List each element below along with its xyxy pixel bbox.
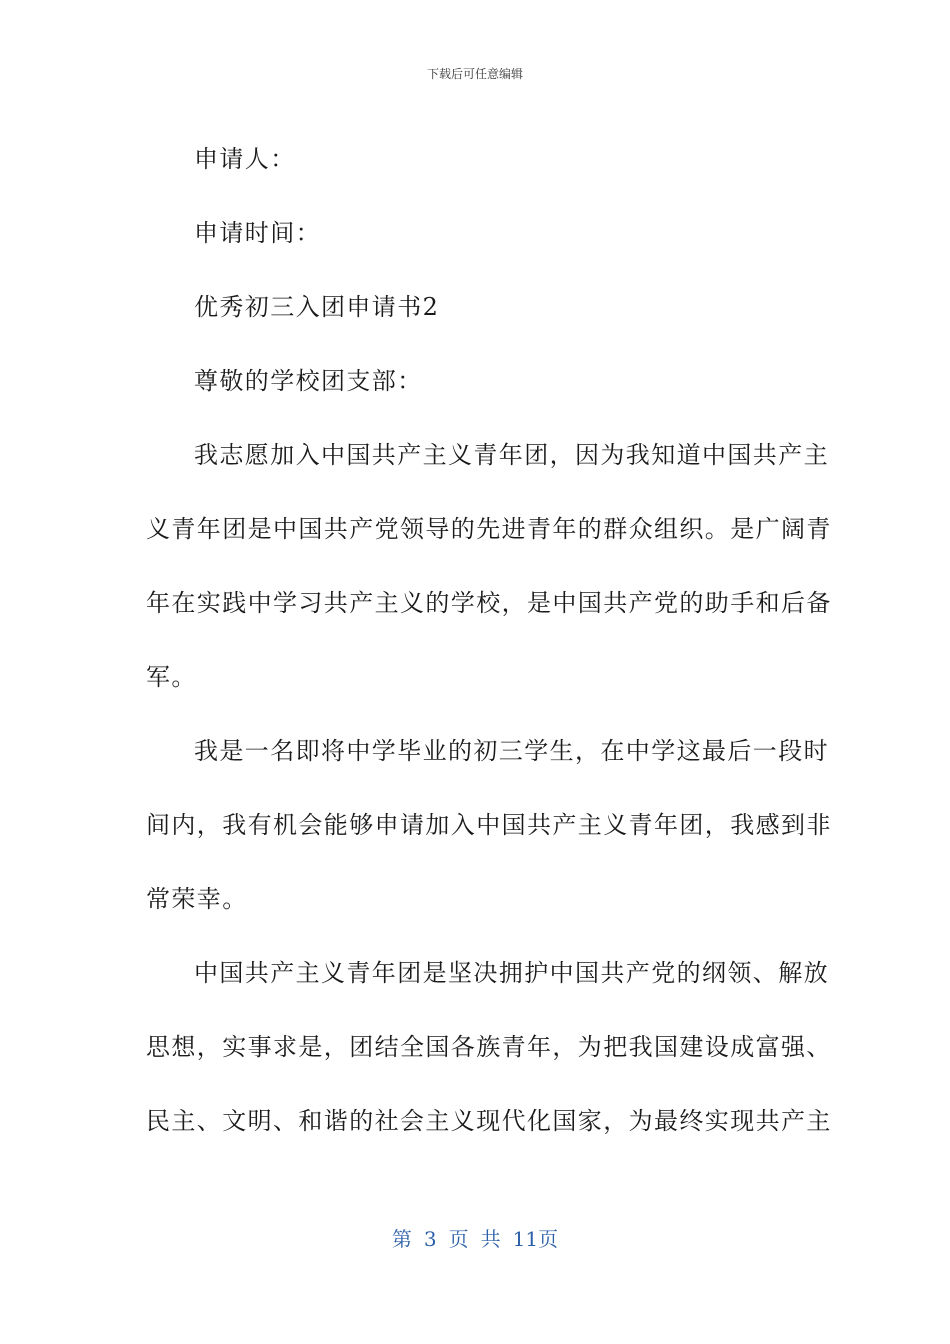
applicant-label: 申请人： bbox=[194, 145, 296, 173]
page-footer bbox=[0, 1225, 950, 1253]
footer-total-pages: 11页 bbox=[512, 1227, 559, 1251]
footer-ye: 页 bbox=[448, 1227, 469, 1251]
paragraph-2-line-2: 间内，我有机会能够申请加入中国共产主义青年团，我感到非 bbox=[146, 811, 832, 839]
document-body bbox=[146, 122, 832, 1158]
footer-di: 第 bbox=[391, 1227, 412, 1251]
paragraph-2-line-3: 常荣幸。 bbox=[146, 885, 248, 913]
section-title: 优秀初三入团申请书2 bbox=[194, 293, 440, 321]
paragraph-3-line-2: 思想，实事求是，团结全国各族青年，为把我国建设成富强、 bbox=[146, 1033, 832, 1061]
paragraph-1-line-4: 军。 bbox=[146, 663, 197, 691]
footer-page-number: 3 bbox=[423, 1227, 437, 1251]
paragraph-3-line-3: 民主、文明、和谐的社会主义现代化国家，为最终实现共产主 bbox=[146, 1107, 832, 1135]
salutation: 尊敬的学校团支部： bbox=[194, 367, 423, 395]
paragraph-1-line-2: 义青年团是中国共产党领导的先进青年的群众组织。是广阔青 bbox=[146, 515, 832, 543]
paragraph-1-line-1: 我志愿加入中国共产主义青年团，因为我知道中国共产主 bbox=[194, 441, 829, 469]
application-date-label: 申请时间： bbox=[194, 219, 321, 247]
paragraph-3-line-1: 中国共产主义青年团是坚决拥护中国共产党的纲领、解放 bbox=[194, 959, 829, 987]
page-header: 下载后可任意编辑 bbox=[426, 67, 523, 81]
paragraph-2-line-1: 我是一名即将中学毕业的初三学生，在中学这最后一段时 bbox=[194, 737, 829, 765]
paragraph-1-line-3: 年在实践中学习共产主义的学校，是中国共产党的助手和后备 bbox=[146, 589, 832, 617]
footer-gong: 共 bbox=[480, 1227, 501, 1251]
